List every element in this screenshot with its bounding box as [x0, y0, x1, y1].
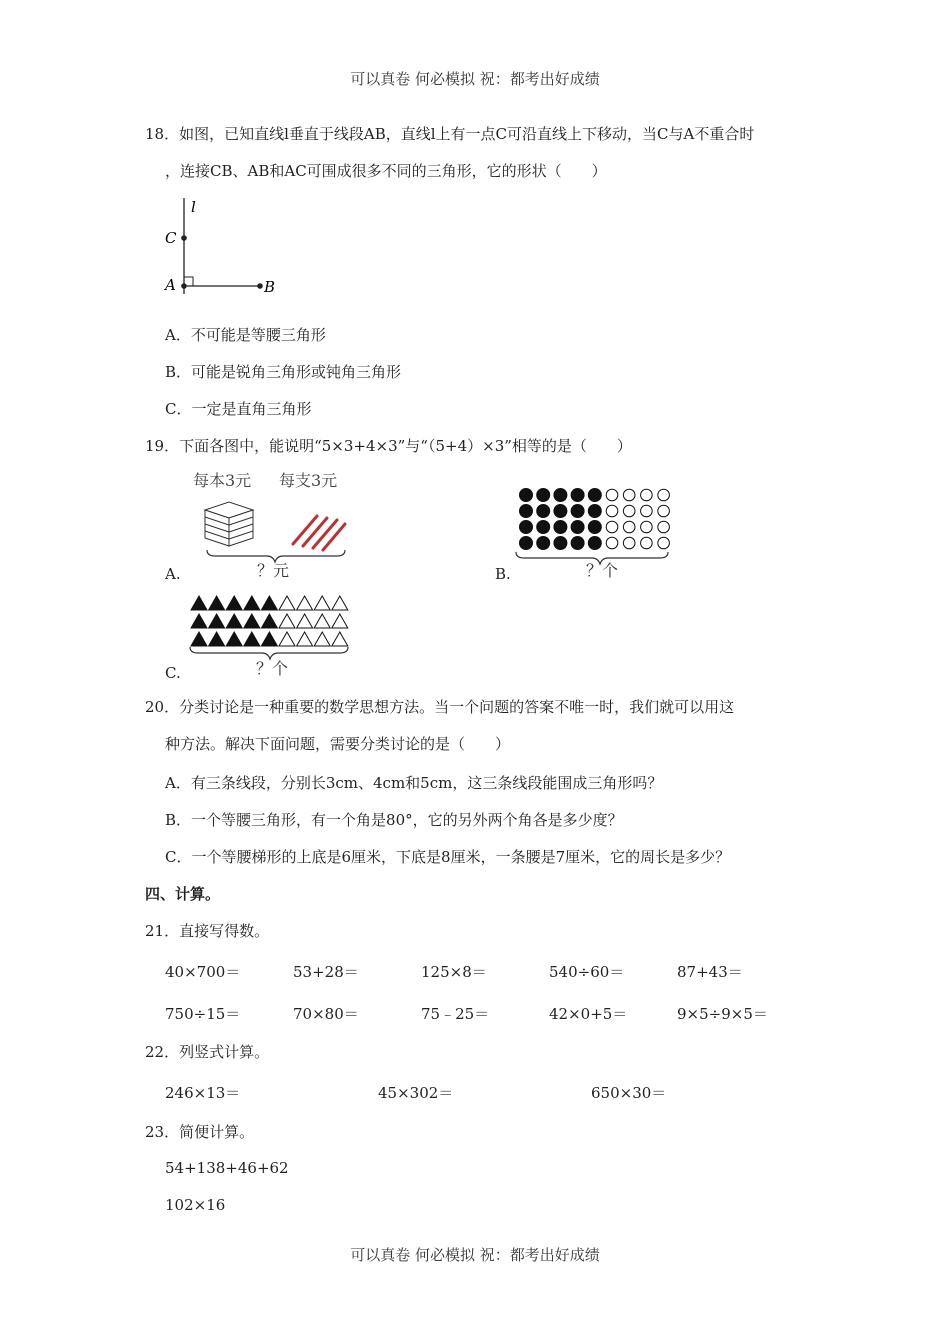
q21-title: 21．直接写得数。	[145, 922, 270, 940]
empty-circle	[623, 521, 635, 533]
filled-triangle	[209, 632, 225, 646]
empty-circle	[606, 537, 618, 549]
empty-circle	[658, 489, 670, 501]
filled-triangle	[209, 596, 225, 610]
empty-circle	[623, 505, 635, 517]
empty-circle	[641, 537, 653, 549]
empty-triangle	[332, 632, 348, 646]
q19-option-a-figure	[185, 466, 360, 578]
filled-triangle	[226, 614, 242, 628]
q21-item: 70×80＝	[293, 1005, 359, 1023]
q22-item: 246×13＝	[165, 1084, 241, 1102]
q18-figure	[150, 190, 300, 300]
label-b: B	[264, 278, 276, 296]
pens-icon	[293, 516, 345, 550]
filled-circle	[537, 521, 550, 534]
filled-triangle	[261, 596, 277, 610]
filled-circle	[554, 505, 567, 518]
filled-circle	[571, 505, 584, 518]
q22-item: 45×302＝	[378, 1084, 454, 1102]
q21-item: 42×0+5＝	[549, 1005, 628, 1023]
q19-option-b-letter: B.	[495, 565, 511, 583]
q20-option-c: C．一个等腰梯形的上底是6厘米，下底是8厘米，一条腰是7厘米，它的周长是多少？	[165, 848, 731, 866]
books-icon	[205, 502, 253, 546]
filled-triangle	[226, 632, 242, 646]
q18-option-c: C．一定是直角三角形	[165, 400, 312, 418]
filled-circle	[520, 537, 533, 550]
filled-circle	[537, 537, 550, 550]
empty-triangle	[332, 614, 348, 628]
q21-item: 87+43＝	[677, 963, 743, 981]
q19-option-b-figure	[512, 484, 677, 580]
q18-line1: 18．如图，已知直线l垂直于线段AB，直线l上有一点C可沿直线上下移动，当C与A不重合时	[145, 125, 755, 143]
filled-triangle	[244, 632, 260, 646]
q19-option-c-figure	[186, 590, 356, 682]
empty-triangle	[332, 596, 348, 610]
q18-option-b: B．可能是锐角三角形或钝角三角形	[165, 363, 402, 381]
empty-circle	[641, 489, 653, 501]
filled-circle	[554, 489, 567, 502]
empty-triangle	[297, 596, 313, 610]
empty-triangle	[279, 596, 295, 610]
point-a	[181, 283, 187, 289]
label-books: 每本3元	[193, 471, 252, 490]
q19-option-a-letter: A.	[165, 565, 181, 583]
point-c	[181, 235, 187, 241]
filled-circle	[520, 505, 533, 518]
filled-circle	[520, 521, 533, 534]
label-l: l	[191, 198, 196, 216]
q21-item: 540÷60＝	[549, 963, 625, 981]
q22-item: 650×30＝	[591, 1084, 667, 1102]
label-pens: 每支3元	[279, 471, 338, 490]
q19-option-c-letter: C.	[165, 664, 181, 682]
q20-option-b: B．一个等腰三角形，有一个角是80°，它的另外两个角各是多少度？	[165, 811, 623, 829]
q20-option-a: A．有三条线段，分别长3cm、4cm和5cm，这三条线段能围成三角形吗？	[165, 774, 663, 792]
filled-triangle	[191, 596, 207, 610]
filled-circle	[571, 537, 584, 550]
q23-item: 54+138+46+62	[165, 1159, 289, 1177]
total-c: ？个	[256, 659, 289, 678]
filled-circle	[588, 489, 601, 502]
q20-line2: 种方法。解决下面问题，需要分类讨论的是（ ）	[165, 735, 511, 753]
empty-triangle	[314, 632, 330, 646]
q21-item: 750÷15＝	[165, 1005, 241, 1023]
point-b	[257, 283, 263, 289]
empty-circle	[606, 521, 618, 533]
q19-line1: 19．下面各图中，能说明“5×3+4×3”与“（5+4）×3”相等的是（ ）	[145, 437, 632, 455]
label-c: C	[165, 229, 177, 247]
empty-circle	[606, 505, 618, 517]
label-a: A	[165, 276, 176, 294]
filled-circle	[537, 489, 550, 502]
empty-triangle	[279, 632, 295, 646]
filled-circle	[588, 537, 601, 550]
empty-triangle	[314, 596, 330, 610]
q21-item: 53+28＝	[293, 963, 359, 981]
q21-item: 125×8＝	[421, 963, 487, 981]
page-header: 可以真卷 何必模拟 祝：都考出好成绩	[350, 70, 600, 88]
empty-circle	[658, 505, 670, 517]
q23-item: 102×16	[165, 1196, 226, 1214]
filled-circle	[537, 505, 550, 518]
q22-title: 22．列竖式计算。	[145, 1043, 270, 1061]
filled-triangle	[244, 596, 260, 610]
filled-triangle	[226, 596, 242, 610]
empty-triangle	[297, 632, 313, 646]
filled-circle	[588, 521, 601, 534]
filled-triangle	[261, 614, 277, 628]
empty-triangle	[314, 614, 330, 628]
page-footer: 可以真卷 何必模拟 祝：都考出好成绩	[350, 1246, 600, 1264]
brace-c	[190, 647, 348, 659]
empty-triangle	[297, 614, 313, 628]
q21-item: 40×700＝	[165, 963, 241, 981]
empty-circle	[641, 505, 653, 517]
empty-circle	[606, 489, 618, 501]
filled-triangle	[191, 614, 207, 628]
q20-line1: 20．分类讨论是一种重要的数学思想方法。当一个问题的答案不唯一时，我们就可以用这	[145, 698, 735, 716]
empty-triangle	[279, 614, 295, 628]
empty-circle	[623, 489, 635, 501]
filled-circle	[571, 521, 584, 534]
q18-option-a: A．不可能是等腰三角形	[165, 326, 326, 344]
q21-item: 75﹣25＝	[421, 1005, 490, 1023]
q18-line2: ，连接CB、AB和AC可围成很多不同的三角形，它的形状（ ）	[165, 162, 607, 180]
filled-triangle	[209, 614, 225, 628]
q23-title: 23．简便计算。	[145, 1123, 255, 1141]
q21-item: 9×5÷9×5＝	[677, 1005, 768, 1023]
empty-circle	[623, 537, 635, 549]
total-a: ？元	[257, 561, 290, 578]
filled-triangle	[191, 632, 207, 646]
empty-circle	[641, 521, 653, 533]
filled-circle	[520, 489, 533, 502]
filled-circle	[588, 505, 601, 518]
empty-circle	[658, 521, 670, 533]
filled-circle	[554, 537, 567, 550]
section4-title: 四、计算。	[145, 885, 221, 903]
filled-triangle	[244, 614, 260, 628]
filled-circle	[571, 489, 584, 502]
filled-triangle	[261, 632, 277, 646]
filled-circle	[554, 521, 567, 534]
empty-circle	[658, 537, 670, 549]
total-b: ？个	[586, 561, 619, 580]
